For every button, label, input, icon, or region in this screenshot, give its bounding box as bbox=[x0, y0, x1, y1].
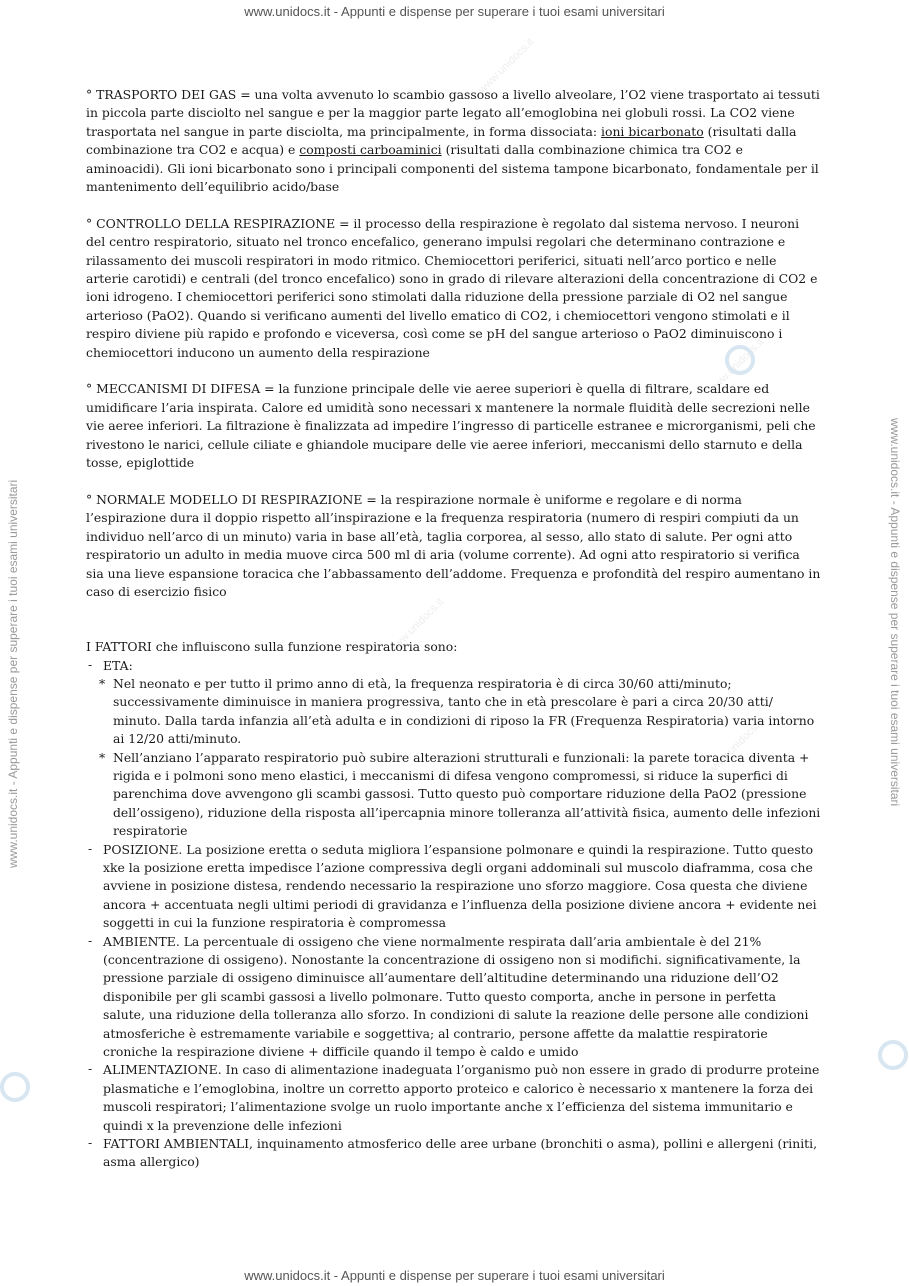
diagonal-watermark: www.unidocs.it bbox=[706, 716, 767, 776]
unidocs-logo-icon bbox=[878, 1040, 908, 1070]
factor-subitems bbox=[103, 675, 821, 841]
paragraph-controllo-respirazione: ° CONTROLLO DELLA RESPIRAZIONE = il processo della respirazione è regolato dal sistema nervoso. I neuroni del centro respiratorio, situato nel tronco encefalico, generano impulsi regolari che determinano contrazione e rilassamento dei muscoli respiratori in modo ritmico. Chemiocettori periferici, situati nell’arco portico e nelle arterie carotidi) e centrali (del tronco encefalico) sono in grado di rilevare alterazioni della concentrazione di CO2 e ioni idrogeno. I chemiocettori periferici sono stimolati dalla riduzione della pressione parziale di O2 nel sangue arterioso (PaO2). Quando si verificano aumenti del livello ematico di CO2, i chemiocettori vengono stimolati e il respiro diviene più rapido e profondo e viceversa, così come se pH del sangue arterioso o PaO2 diminuiscono i chemiocettori inducono un aumento della respirazione bbox=[86, 215, 818, 360]
factors-intro: I FATTORI che influiscono sulla funzione respiratoria sono: bbox=[86, 639, 458, 655]
sub-item: * Nel neonato e per tutto il primo anno di età, la frequenza respiratoria è di circa 30/60 atti/minuto; successivamente diminuisce in maniera progressiva, tanto che in età prescolare è pari a circa 20/30 atti/ minuto. Dalla tarda infanzia all’età adulta e in condizioni di riposo la FR (Frequenza Respiratoria) varia intorno ai 12/20 atti/minuto. bbox=[103, 675, 821, 749]
factor-item-fattori-ambientali: - FATTORI AMBIENTALI, inquinamento atmosferico delle aree urbane (bronchiti o asma), pollini e allergeni (riniti, asma allergico) bbox=[86, 1135, 821, 1172]
underlined-term: ioni bicarbonato bbox=[601, 123, 704, 139]
paragraph-trasporto-gas bbox=[86, 86, 821, 196]
diagonal-watermark: www.unidocs.it bbox=[706, 336, 767, 396]
unidocs-logo-icon bbox=[0, 1072, 30, 1102]
sub-item: * Nell’anziano l’apparato respiratorio può subire alterazioni strutturali e funzionali: la parete toracica diventa + rigida e i polmoni sono meno elastici, i meccanismi di difesa vengono compromessi, si riduce la superfici di parenchima dove avvengono gli scambi gassosi. Tutto questo può comportare riduzione della PaO2 (pressione dell’ossigeno), riduzione della risposta all’ipercapnia minore tolleranza all’attività fisica, aumento delle infezioni respiratorie bbox=[103, 749, 821, 841]
factor-item-alimentazione: - ALIMENTAZIONE. In caso di alimentazione inadeguata l’organismo può non essere in grado di produrre proteine plasmatiche e l’emoglobina, inoltre un corretto apporto proteico e calorico è necessario x mantenere la forza dei muscoli respiratori; l’alimentazione svolge un ruolo importante anche x l’efficienza del sistema immunitario e quindi x la prevenzione delle infezioni bbox=[86, 1061, 821, 1135]
diagonal-watermark: www.unidocs.it bbox=[386, 596, 447, 656]
factor-item-posizione: - POSIZIONE. La posizione eretta o seduta migliora l’espansione polmonare e quindi la respirazione. Tutto questo xke la posizione eretta impedisce l’azione compressiva degli organi addominali sul muscolo diaframma, cosa che avviene in posizione distesa, rendendo necessario la respirazione uno sforzo maggiore. Cosa questa che diviene ancora + accentuata negli ultimi periodi di gravidanza e l’influenza della posizione diviene ancora + evidente nei soggetti in cui la funzione respiratoria è compromessa bbox=[86, 841, 821, 933]
text-run: (risultati dalla combinazione tra CO2 e acqua) e bbox=[86, 123, 797, 158]
document-body bbox=[86, 86, 821, 1172]
text-run: ° TRASPORTO DEI GAS = una volta avvenuto lo scambio gassoso a livello alveolare, l’O2 viene trasportato ai tessuti in piccola parte disciolto nel sangue e per la maggior parte legato all’emoglobina nei globuli rossi. La CO2 viene trasportata nel sangue in parte disciolta, ma principalmente, in forma dissociata: bbox=[86, 87, 820, 139]
right-side-watermark: www.unidocs.it - Appunti e dispense per superare i tuoi esami universitari bbox=[888, 418, 902, 807]
footer-banner-text: www.unidocs.it - Appunti e dispense per superare i tuoi esami universitari bbox=[244, 1268, 665, 1283]
underlined-term: composti carboaminici bbox=[299, 142, 442, 158]
header-banner bbox=[0, 4, 909, 19]
text-run: (risultati dalla combinazione chimica tra CO2 e aminoacidi). Gli ioni bicarbonato sono i principali componenti del sistema tampone bicarbonato, fondamentale per il mantenimento dell’equilibrio acido/base bbox=[86, 142, 819, 195]
paragraph-meccanismi-difesa: ° MECCANISMI DI DIFESA = la funzione principale delle vie aeree superiori è quella di filtrare, scaldare ed umidificare l’aria inspirata. Calore ed umidità sono necessari x mantenere la normale fluidità delle secrezioni nelle vie aeree inferiori. La filtrazione è finalizzata ad impedire l’ingresso di particelle estranee e microrganismi, peli che rivestono le narici, cellule ciliate e ghiandole mucipare delle vie aeree inferiori, meccanismi dello starnuto e della tosse, epiglottide bbox=[86, 381, 816, 471]
factor-item-ambiente: - AMBIENTE. La percentuale di ossigeno che viene normalmente respirata dall’aria ambientale è del 21% (concentrazione di ossigeno). Nonostante la concentrazione di ossigeno non si modifichi. significativamente, la pressione parziale di ossigeno diminuisce all’aumentare dell’altitudine determinando una riduzione dell’O2 disponibile per gli scambi gassosi a livello polmonare. Tutto questo comporta, anche in persone in perfetta salute, una riduzione della tolleranza allo sforzo. In condizioni di salute la reazione delle persone alle condizioni atmosferiche è estremamente variabile e soggettiva; al contrario, persone affette da malattie respiratorie croniche la respirazione diviene + difficile quando il tempo è caldo e umido bbox=[86, 933, 821, 1062]
paragraph-normale-modello: ° NORMALE MODELLO DI RESPIRAZIONE = la respirazione normale è uniforme e regolare e di norma l’espirazione dura il doppio rispetto all’inspirazione e la frequenza respiratoria (numero di respiri compiuti da un individuo nell’arco di un minuto) varia in base all’età, taglia corporea, al sesso, allo stato di salute. Per ogni atto respiratorio un adulto in media muove circa 500 ml di aria (volume corrente). Ad ogni atto respiratorio si verifica sia una lieve espansione toracica che l’abbassamento dell’addome. Frequenza e profondità del respiro aumentano in caso di esercizio fisico bbox=[86, 491, 821, 599]
footer-banner bbox=[0, 1268, 909, 1283]
header-banner-text: www.unidocs.it - Appunti e dispense per superare i tuoi esami universitari bbox=[244, 4, 665, 19]
factors-list bbox=[86, 657, 821, 1172]
factor-title: - ETA: bbox=[103, 657, 133, 673]
factor-item-eta bbox=[86, 657, 821, 841]
left-side-watermark: www.unidocs.it - Appunti e dispense per superare i tuoi esami universitari bbox=[6, 479, 20, 868]
diagonal-watermark: www.unidocs.it bbox=[476, 36, 537, 96]
